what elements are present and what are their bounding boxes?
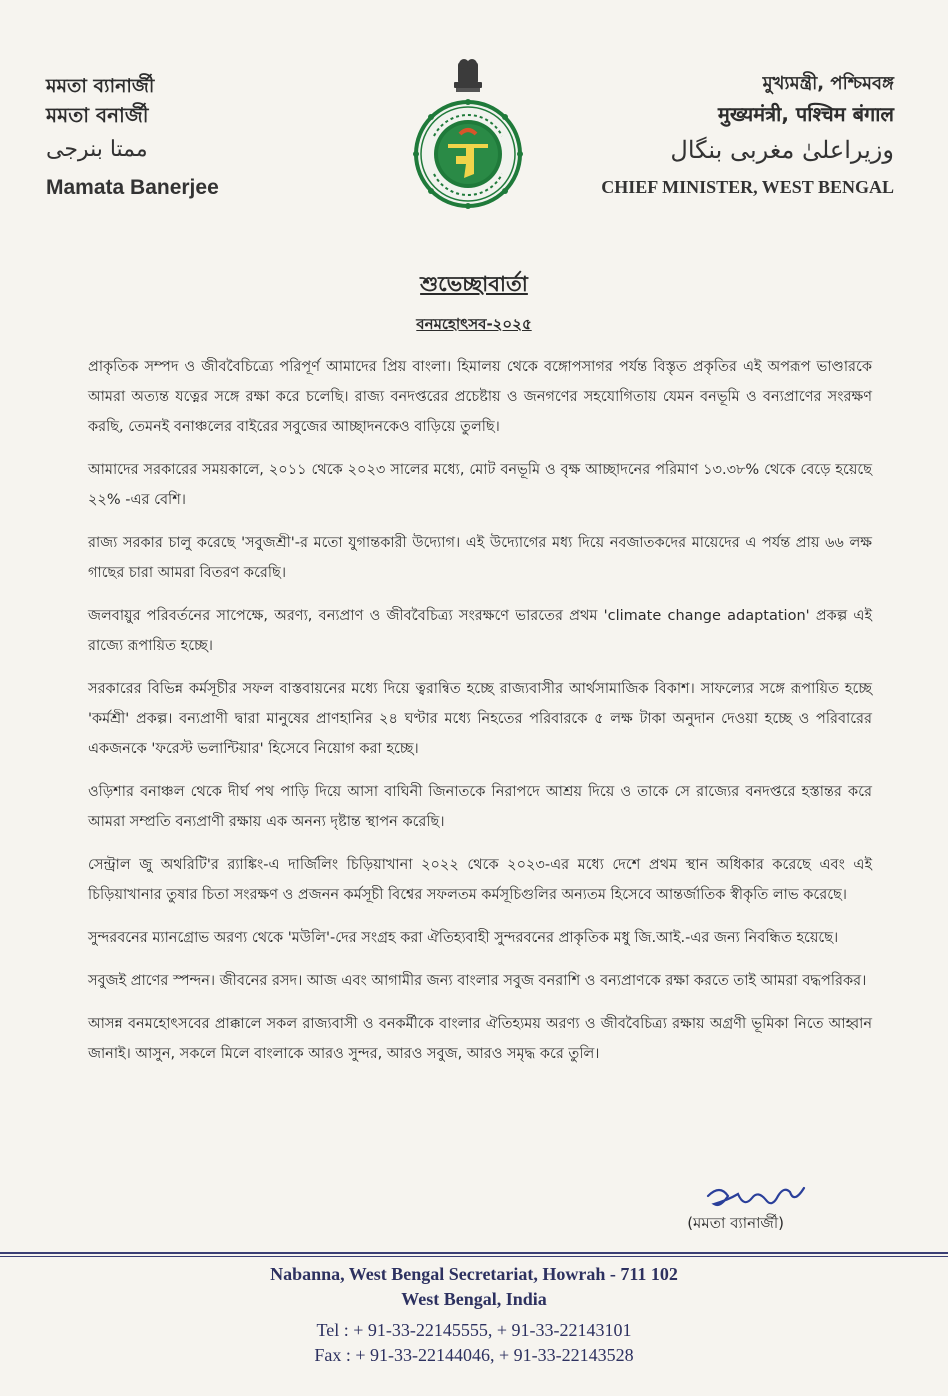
address-line-2: West Bengal, India bbox=[401, 1289, 547, 1309]
title-english: CHIEF MINISTER, WEST BENGAL bbox=[601, 177, 894, 197]
name-hindi: মমতা বনার্জী bbox=[46, 103, 149, 127]
title-hindi: मुख्यमंत्री, पश्चिम बंगाल bbox=[717, 102, 894, 126]
letter-subtitle: বনমহোৎসব-২০২৫ bbox=[416, 315, 532, 333]
signatory-name: (মমতা ব্যানার্জী) bbox=[687, 1214, 784, 1232]
name-bengali: মমতা ব্যানার্জী bbox=[46, 75, 155, 97]
letter-footer bbox=[0, 1262, 948, 1368]
title-bengali: মুখ্যমন্ত্রী, পশ্চিমবঙ্গ bbox=[762, 73, 894, 94]
paragraph: প্রাকৃতিক সম্পদ ও জীববৈচিত্র্যে পরিপূর্ণ আমাদের প্রিয় বাংলা। হিমালয় থেকে বঙ্গোপসাগর পর্যন্ত বিস্তৃত প্রকৃতির এই অপরূপ ভাণ্ডারকে আমরা অত্যন্ত যত্নের সঙ্গে রক্ষা করে চলেছি। রাজ্য বনদপ্তরের প্রচেষ্টায় ও জনগণের সহযোগিতায় যেমন বনভূমি ও বন্যপ্রাণের সংরক্ষণ করছি, তেমনই বনাঞ্চলের বাইরের সবুজের আচ্ছাদনকেও বাড়িয়ে তুলছি। bbox=[88, 359, 872, 435]
west-bengal-emblem-icon bbox=[404, 52, 532, 212]
paragraph: আমাদের সরকারের সময়কালে, ২০১১ থেকে ২০২৩ সালের মধ্যে, মোট বনভূমি ও বৃক্ষ আচ্ছাদনের পরিমাণ ১৩.৩৮% থেকে বেড়ে হয়েছে ২২% -এর বেশি। bbox=[88, 462, 872, 508]
letter-title: শুভেচ্ছাবার্তা bbox=[420, 272, 528, 296]
paragraph: সুন্দরবনের ম্যানগ্রোভ অরণ্য থেকে 'মউলি'-দের সংগ্রহ করা ঐতিহ্যবাহী সুন্দরবনের প্রাকৃতিক মধু জি.আই.-এর জন্য নিবন্ধিত হয়েছে। bbox=[88, 930, 839, 946]
paragraph: সবুজই প্রাণের স্পন্দন। জীবনের রসদ। আজ এবং আগামীর জন্য বাংলার সবুজ বনরাশি ও বন্যপ্রাণকে রক্ষা করতে তাই আমরা বদ্ধপরিকর। bbox=[88, 973, 867, 989]
paragraph: ওড়িশার বনাঞ্চল থেকে দীর্ঘ পথ পাড়ি দিয়ে আসা বাঘিনী জিনাতকে নিরাপদে আশ্রয় দিয়ে ও তাকে সে রাজ্যের বনদপ্তরে হস্তান্তর করে আমরা সম্প্রতি বন্যপ্রাণী রক্ষায় এক অনন্য দৃষ্টান্ত স্থাপন করেছি। bbox=[88, 784, 872, 830]
letterhead-left bbox=[46, 72, 326, 206]
fax-line: Fax : + 91-33-22144046, + 91-33-22143528 bbox=[314, 1345, 634, 1365]
paragraph: সরকারের বিভিন্ন কর্মসূচীর সফল বাস্তবায়নের মধ্যে দিয়ে ত্বরান্বিত হচ্ছে রাজ্যবাসীর আর্থসামাজিক বিকাশ। সাফল্যের সঙ্গে রূপায়িত হচ্ছে 'কর্মশ্রী' প্রকল্প। বন্যপ্রাণী দ্বারা মানুষের প্রাণহানির ২৪ ঘণ্টার মধ্যে নিহতের পরিবারকে ৫ লক্ষ টাকা অনুদান দেওয়া হচ্ছে ও পরিবারের একজনকে 'ফরেস্ট ভলান্টিয়ার' হিসেবে নিয়োগ করা হচ্ছে। bbox=[88, 681, 872, 757]
title-urdu: وزیراعلیٰ مغربی بنگال bbox=[670, 136, 894, 164]
paragraph: আসন্ন বনমহোৎসবের প্রাক্কালে সকল রাজ্যবাসী ও বনকর্মীকে বাংলার ঐতিহ্যময় অরণ্য ও জীববৈচিত্র্য রক্ষায় অগ্রণী ভূমিকা নিতে আহ্বান জানাই। আসুন, সকলে মিলে বাংলাকে আরও সুন্দর, আরও সবুজ, আরও সমৃদ্ধ করে তুলি। bbox=[88, 1016, 872, 1062]
address-line-1: Nabanna, West Bengal Secretariat, Howrah - 711 102 bbox=[270, 1264, 678, 1284]
paragraph: সেন্ট্রাল জু অথরিটি'র র‍্যাঙ্কিং-এ দার্জিলিং চিড়িয়াখানা ২০২২ থেকে ২০২৩-এর মধ্যে দেশে প্রথম স্থান অধিকার করেছে এবং এই চিড়িয়াখানার তুষার চিতা সংরক্ষণ ও প্রজনন কর্মসূচী বিশ্বের সফলতম কর্মসূচিগুলির অন্যতম হিসেবে আন্তর্জাতিক স্বীকৃতি লাভ করেছে। bbox=[88, 857, 872, 903]
footer-divider bbox=[0, 1252, 948, 1254]
telephone-line: Tel : + 91-33-22145555, + 91-33-22143101 bbox=[316, 1320, 632, 1340]
name-english: Mamata Banerjee bbox=[46, 176, 219, 199]
paragraph: রাজ্য সরকার চালু করেছে 'সবুজশ্রী'-র মতো যুগান্তকারী উদ্যোগ। এই উদ্যোগের মধ্য দিয়ে নবজাতকদের মায়েদের এ পর্যন্ত প্রায় ৬৬ লক্ষ গাছের চারা আমরা বিতরণ করেছি। bbox=[88, 535, 873, 581]
name-urdu: ممتا بنرجی bbox=[46, 137, 148, 162]
paragraph: জলবায়ুর পরিবর্তনের সাপেক্ষে, অরণ্য, বন্যপ্রাণ ও জীববৈচিত্র্য সংরক্ষণে ভারতের প্রথম 'climate change adaptation' প্রকল্প এই রাজ্যে রূপায়িত হচ্ছে। bbox=[88, 608, 872, 654]
footer-divider-thin bbox=[0, 1256, 948, 1257]
letterhead-right bbox=[534, 70, 894, 204]
letter-body bbox=[88, 352, 872, 1082]
